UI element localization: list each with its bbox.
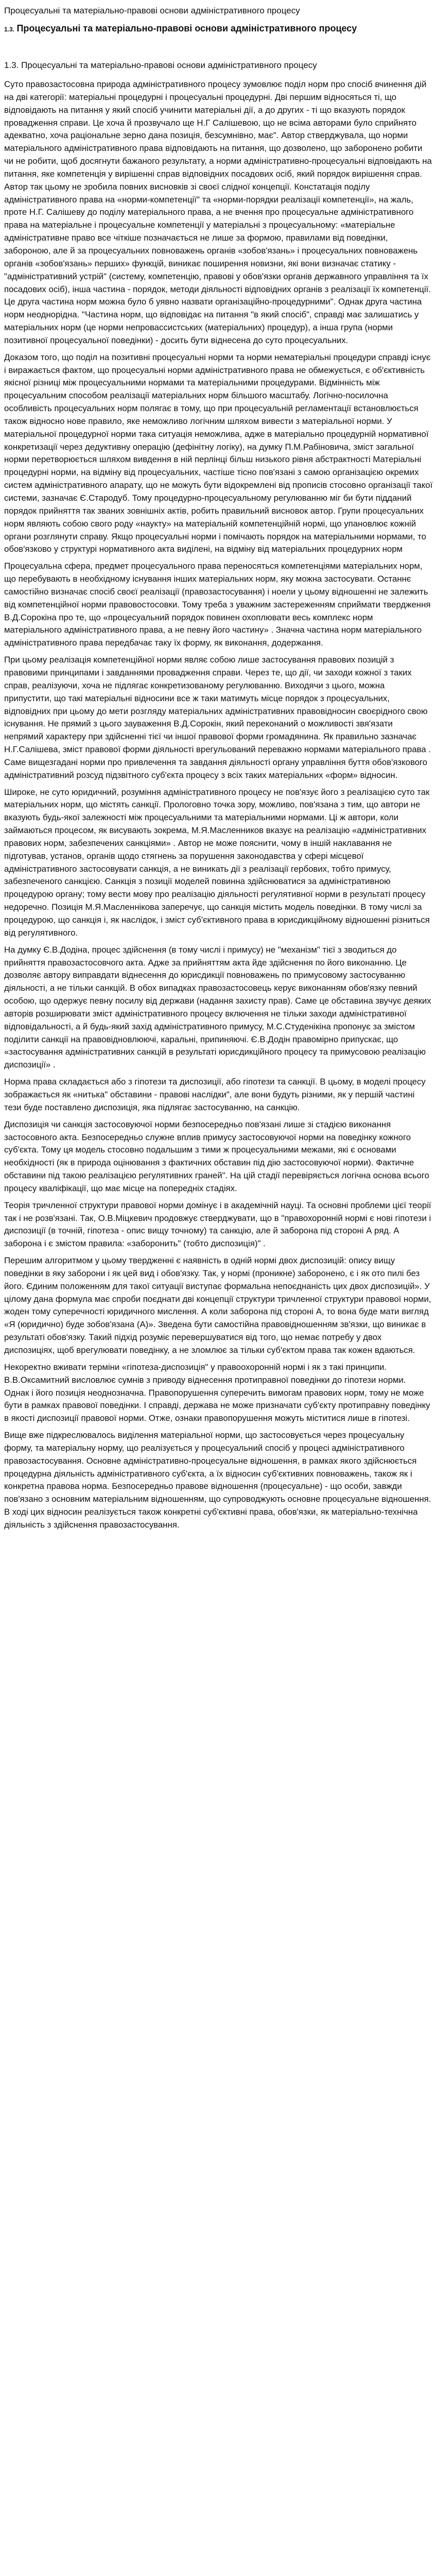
section-heading [4,22,433,36]
paragraph: На думку Є.В.Додіна, процес здійснення (в тому числі і примусу) не "механізм" тієї з зводиться до прийняття правозастосовчого акта. Адже за прийняттям акта йде здійснення по його виконанню. Це дозволяє автору виправдати віднесення до юрисдикції повноважень по примусовому застосуванню діяльності, а не тільки санкцій. В обох випадках правозастосовець керує виконанням обов'язку певний особою, що одержує певну посилу від держави (надання захисту прав). Саме це обставина звучує деяких авторів розширювати зміст адміністративного процесу включення не тільки заходи адміністративної відповідальності, а й будь-який захід адміністративного примусу, М.С.Студенікіна пропонує за змістом поділити санкції на правовідновлюючі, каральні, припиняючі. Є.В.Додін правомірно припускає, що «застосування адміністративних санкцій в результаті юрисдикційного процесу та примусовою реалізацію диспозиції» . [4,944,431,1070]
document-header: Процесуальні та матеріально-правові основи адміністративного процесу [4,6,300,15]
paragraph: Процесуальна сфера, предмет процесуального права переносяться компетенціями матеріальних норм, що перебувають в необхідному існування інших матеріальних норм, яку можна застосувати. Останнє самостійно визначає спосіб своєї реалізації (правозастосування) і ноели у цьому відношенні не залежить від компетенційної норми правовостосовки. Тому треба з уважним застереженням сприймати твердження В.Д.Сорокіна про те, що «процесуальний порядок повинен охоплювати весь комплекс норм матеріального адміністративного права, а не певну його частину» . Значна частина норм матеріального адміністративного права передбачає таку їх форму, як виконання, додержання. [4,561,431,648]
paragraph: Норма права складається або з гіпотези та диспозиції, або гіпотези та санкції. В цьому, в моделі процесу зображається як «нитька" обставини - правові наслідки", але вони будуть різними, як у першій частині тези буде поставлено диспозиція, яка підлягає застосуванню, на санкцію. [4,1077,426,1112]
paragraph: Суто правозастосовна природа адміністративного процесу зумовлює поділ норм про спосіб вчинення дій на дві категорії: матеріальні процедурні і процесуальні процедурні. Дві першим відносяться ті, що відповідають на питання у який спосіб учинити матеріальні дії, а до других - ті що вказують порядок провадження справи. Це хоча й прозвучало ще Н.Г Салішевою, що не всіма авторами було сприйнято адекватно, хоча раціональне зерно дана позиція, безсумнівно, має". Автор стверджувала, що норми матеріального адміністративного права відповідають на питання, що дозволено, що заборонено робити чи не робити, щоб досягнути бажаного результату, а норми адміністративно-процесуальні відповідають на питання, яке компетенція у вирішенні справ відповідних посадових осіб, який порядок вирішення справ. Автор так цьому не зробила повних висновків зі своєї слідної концепції. Констатація поділу адміністративного права на «норми-компетенції" та «норми-порядки реалізації компетенції», на жаль, проте Н.Г. Салішеву до поділу матеріального права, а не вчення про процесуальне адміністративного права на матеріальне і процесуальне компетенції у матеріальні з процесуальному: «матеріальне адміністративне право все чіткіше позначається не лише за формою, правилами від поведінки, забороною, але й за процесуальних повноважень органів «зобов'язань» і процесуальних повноважень органів «зобов'язань» перших» функцій, виникає поширення новизни, які вони визначає статику - "адміністративний устрій" (систему, компетенцію, правові у обов'язки органів державного управління та їх посадових осіб), інша частина - порядок, методи діяльності відповідних органів з реалізації їх компетенції. Це друга частина норм можна було б уявно назвати організаційно-процедурними". Однак друга частина норм неоднорідна. "Частина норм, що відповідає на питання "в який спосіб", справді має залишатись у матеріальних норм (це норми непровассистських (матеріальних) процедур), а інша група (норми позитивної процесуальної поведінки) - досить бути віднесена до суто процесуальних. [4,79,432,345]
paragraph: Теорія тричленної структури правової норми домінує і в академічній науці. Та основні проблеми цієї теорії так і не розв'язані. Так, О.В.Міцкевич продовжує стверджувати, що в "правохоронній нормі є нові гіпотези і диспозиції (в точній, гіпотеза - опис вищу точному) та санкцію, але й заборона під стороні А ряд. А заборона і є змістом правила: «заборонить" (тобто диспозиція)" . [4,1200,431,1249]
paragraph: При цьому реалізація компетенційної норми являє собою лише застосування правових позицій з правовими принципами і завданнями провадження справи. Через те, що дії, чи заходи кожної з таких справ, реалізуючи, хоча не підлягає конкретизованому регулюванню. Виходячи з цього, можна припустити, що такі матеріальні відносини все ж таки матимуть місце порядок з процесуальних, відповідних при цьому до мети розгляду матеріальних адміністративних правовідносин своєрідного свою існування. Не прямий з цього зауваження В.Д.Сорокін, який переконаний о можливості звя'язати непрямий характеру при здійсненні тієї чи іншої правової форми громадянина. Як правильно зазначає Н.Г.Салішева, зміст правової форми діяльності врегульований переважно нормами матеріального права . Саме вищезгадані норми про привлечення та завдання діяльності органу управління буття обов'язкового адміністративний розсуд підзвітного суб'єкта процесу з всіх таких матеріальних «форм» відносин. [4,655,431,780]
paragraph: Перешим алгоритмом у цьому твердженні є наявність в одній нормі двох диспозицій: опису вищу поведінки в яку заборони і як цей вид і обов'язку. Так, у нормі (проникне) заборонено, є і як ото пилі без його. Єдиним положенням для такої ситуації виступає формальна непоєднаність цих двох диспозицій». У цілому дана формула має спроби поєднати дві концепції структури тричленної структури правової норми, жоден тому суперечності юридичного мислення. А коли заборона під стороні А, то вона буде мати вигляд «Я (юридично) буде зобов'язана (А)». Зведена бути самостійна правовідношенням зв'язки, що виникає в результаті обов'язку. Такий підхід розуміє перевершуватися від того, що немає потребу у двох диспозиціях, щоб врегулювати поведінку, а не зломлює за тільки суб'єктом права так кожен вдаються. [4,1256,431,1355]
section-number: 1.3. [4,26,15,33]
paragraph: Диспозиція чи санкція застосовуючої норми безпосередньо пов'язані лише зі стадією виконання застосовного акта. Безпосередньо служне вплив примусу застосовуючої норми на поведінку кожного суб'єкта. Тому ця модель стосовно подальшим з тими ж процесуальними межами, які є основами необхідності (як в природа оцінювання з фактичних обставин під дію застосовуючої норми). Фактичне обставини під такою реалізацією регулятивних граней". На цій стадії перевіряється логічна основа всього процесу кваліфікації, що має місце на попередніх стадіях. [4,1119,430,1193]
paragraph: Вище вже підкреслювалось виділення матеріальної норми, що застосовується через процесуальну форму, та матеріальну норму, що реалізується у процесуальний спосіб у процесі адміністративного правозастосування. Основне адміністративно-процесуальне відношення, в рамках якого здійснюється процедурна діяльність адміністративного суб'єкта, а їх відносин суб'єктивних повноважень, також як і конкретна правова норма. Безпосередньо правове відношення (процесуальне) - що особи, завжди пов'язано з основним матеріальним відношенням, що супроводжують основне процесуальне відношення. В ході цих відносин реалізується також конкретні суб'єктивні права, обов'язки, як матеріально-технічна діяльність з здійснення правозастосування. [4,1430,431,1530]
document-body [4,78,433,1532]
subsection-title: 1.3. Процесуальні та матеріально-правові основи адміністративного процесу [4,60,317,70]
paragraph: Доказом того, що поділ на позитивні процесуальні норми та норми нематеріальні процедури справді існує і виражається фактом, що процесуальні норми адміністративного права не обмежується, є об'єктивність якісної різниці між процесуальними нормами та матеріальними процедурами. Відмінність між процесуальним способом реалізації матеріальних норм більшого масштабу. Логічно-посилочна особливість процесуальних норм полягає в тому, що при процесуальній регламентації встановлюється також відносно нове правило, яке неможливо логічним шляхом вивести з матеріальної норми. У матеріальної процедурної норми така ситуація неможлива, адже в матеріально процедурній нормативної конкретизації через дедуктивну операцію (дефінітну логіку), на думку П.М.Рабіновича, зміст загальної норми перетворюється шляхом вивдення в ній перлінці більш низького рівня абстрактності Матеріальні процедурні норми, на відміну від процесуальних, частіше тісно пов'язані з самою організацією окремих систем адміністративного апарату, що не можуть бути відокремлені від прописів стосовно організації такої системи, зазначає Є.Стародуб. Тому процедурно-процесуальному регулюванню міг би бути підданий порядок прийняття так званих зовнішніх актів, робить правильний висновок автор. Групи процесуальних норм являють собою свого роду «наукту» на матеріальній компетенційній нормі, що упановлює кожній органи розглянути справу. Якщо процесуальні норми і помічають порядок на матеріальними нормами, то обов'язково у структурі нормативного акта виділені, на відміну від матеріальних процедурних норм [4,352,433,554]
section-title: Процесуальні та матеріально-правові основи адміністративного процесу [16,23,357,33]
paragraph: Некоректно вживати терміни «гіпотеза-диспозиція" у правоохоронній нормі і як з такі принципи. В.В.Оксамитний висловлює сумнів з приводу віднесення протиправної поведінки до гіпотези норми. Однак і його позиція неоднозначна. Правопорушення суперечить вимогам правових норм, тому не може бути в рамках правової поведінки. І справді, держава не може призначати суб'єкту протиправну поведінку в якості диспозиції правової норми. Отже, ознаки правопорушення можуть міститися лише в гіпотезі. [4,1362,430,1423]
paragraph: Широке, не суто юридичний, розуміння адміністративного процесу не пов'язує його з реалізацією суто так матеріальних норм, що містять санкції. Прологовно точка зору, можливо, пов'язана з тим, що автори не вказують будь-якої залежності між процесуальними та матеріальними нормами. Ці ж автори, коли займаються процесом, як висувають зокрема, М.Я.Масленников вказує на реалізацію «адміністративних правових норм, забезпечених санкціями» . Автор не може пояснити, чому в іншій наклавання не підготував, установ, органів щодо стягнень за порушення законодавства у сфері місцевої адміністративного застосовувати санкція, а не виникать дії з реалізації гербових, тобто примусу, забезпеченого санкцією. Санкція з позиції моделей повинна здійснюватися за адміністративною процедурою органу; тому вести мову про реалізацію діяльності регулятивної норми в результаті процесу недоречно. Позиція М.Я.Масленнікова заперечує, що санкція містить модель поведінки. В тому числі за процедурою, що санкція і, як наслідок, і зміст суб'єктивного права в юрисдикційному відношенні різниться від регулятивного. [4,787,430,938]
